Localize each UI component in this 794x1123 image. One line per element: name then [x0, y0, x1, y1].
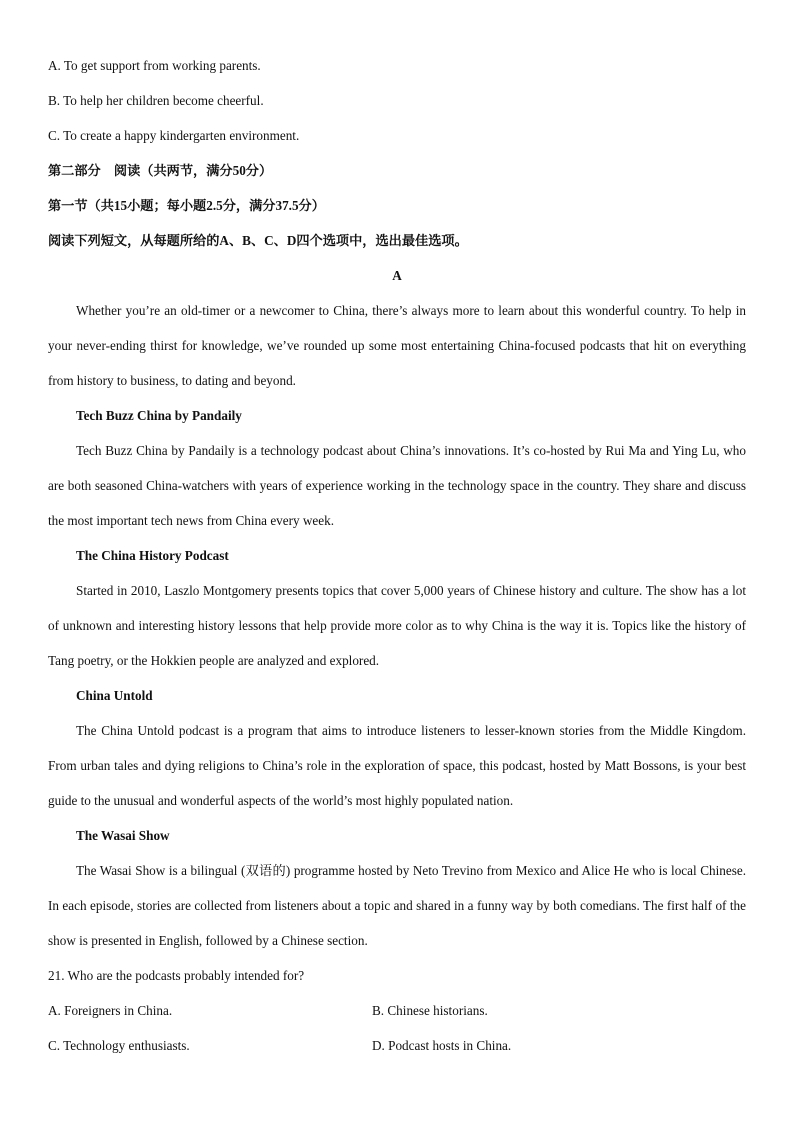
intro-paragraph: Whether you’re an old-timer or a newcomer to China, there’s always more to learn about this wonderful country. To help in your never-ending thirst for knowledge, we’ve rounded up some most entertaining China-focused podcasts that hit on everything from history to business, to dating and beyond. [48, 303, 746, 388]
question-stem: 21. Who are the podcasts probably intended for? [48, 968, 305, 983]
podcast-title: The Wasai Show [76, 828, 170, 843]
document-page [48, 48, 746, 1063]
podcast-title: China Untold [76, 688, 153, 703]
prev-option-b: B. To help her children become cheerful. [48, 93, 264, 108]
question-options-row-1 [48, 993, 746, 1028]
section-header: 第二部分 阅读（共两节，满分50分） [48, 163, 273, 178]
prev-option-c: C. To create a happy kindergarten environment. [48, 128, 300, 143]
podcast-title: The China History Podcast [76, 548, 229, 563]
option-a: A. Foreigners in China. [48, 1003, 173, 1018]
podcast-description: Tech Buzz China by Pandaily is a technology podcast about China’s innovations. It’s co-hosted by Rui Ma and Ying Lu, who are both seasoned China-watchers with years of experience working in the technology space in the country. They share and discuss the most important tech news from China every week. [48, 443, 746, 528]
option-b: B. Chinese historians. [372, 1003, 488, 1018]
instructions: 阅读下列短文，从每题所给的A、B、C、D四个选项中，选出最佳选项。 [48, 233, 468, 248]
passage-label: A [392, 268, 402, 283]
option-c: C. Technology enthusiasts. [48, 1038, 190, 1053]
question-options-row-2 [48, 1028, 746, 1063]
podcast-description: The China Untold podcast is a program that aims to introduce listeners to lesser-known stories from the Middle Kingdom. From urban tales and dying religions to China’s role in the exploration of space, this podcast, hosted by Matt Bossons, is your best guide to the unusual and wonderful aspects of the world’s most highly populated nation. [48, 723, 746, 808]
podcast-description: Started in 2010, Laszlo Montgomery presents topics that cover 5,000 years of Chinese history and culture. The show has a lot of unknown and interesting history lessons that help provide more color as to why China is the way it is. Topics like the history of Tang poetry, or the Hokkien people are analyzed and explored. [48, 583, 746, 668]
subsection-header: 第一节（共15小题；每小题2.5分，满分37.5分） [48, 198, 325, 213]
prev-option-a: A. To get support from working parents. [48, 58, 261, 73]
podcast-title: Tech Buzz China by Pandaily [76, 408, 242, 423]
podcast-description: The Wasai Show is a bilingual (双语的) programme hosted by Neto Trevino from Mexico and Alice He who is local Chinese. In each episode, stories are collected from listeners about a topic and shared in a funny way by both comedians. The first half of the show is presented in English, followed by a Chinese section. [48, 863, 746, 948]
option-d: D. Podcast hosts in China. [372, 1038, 512, 1053]
